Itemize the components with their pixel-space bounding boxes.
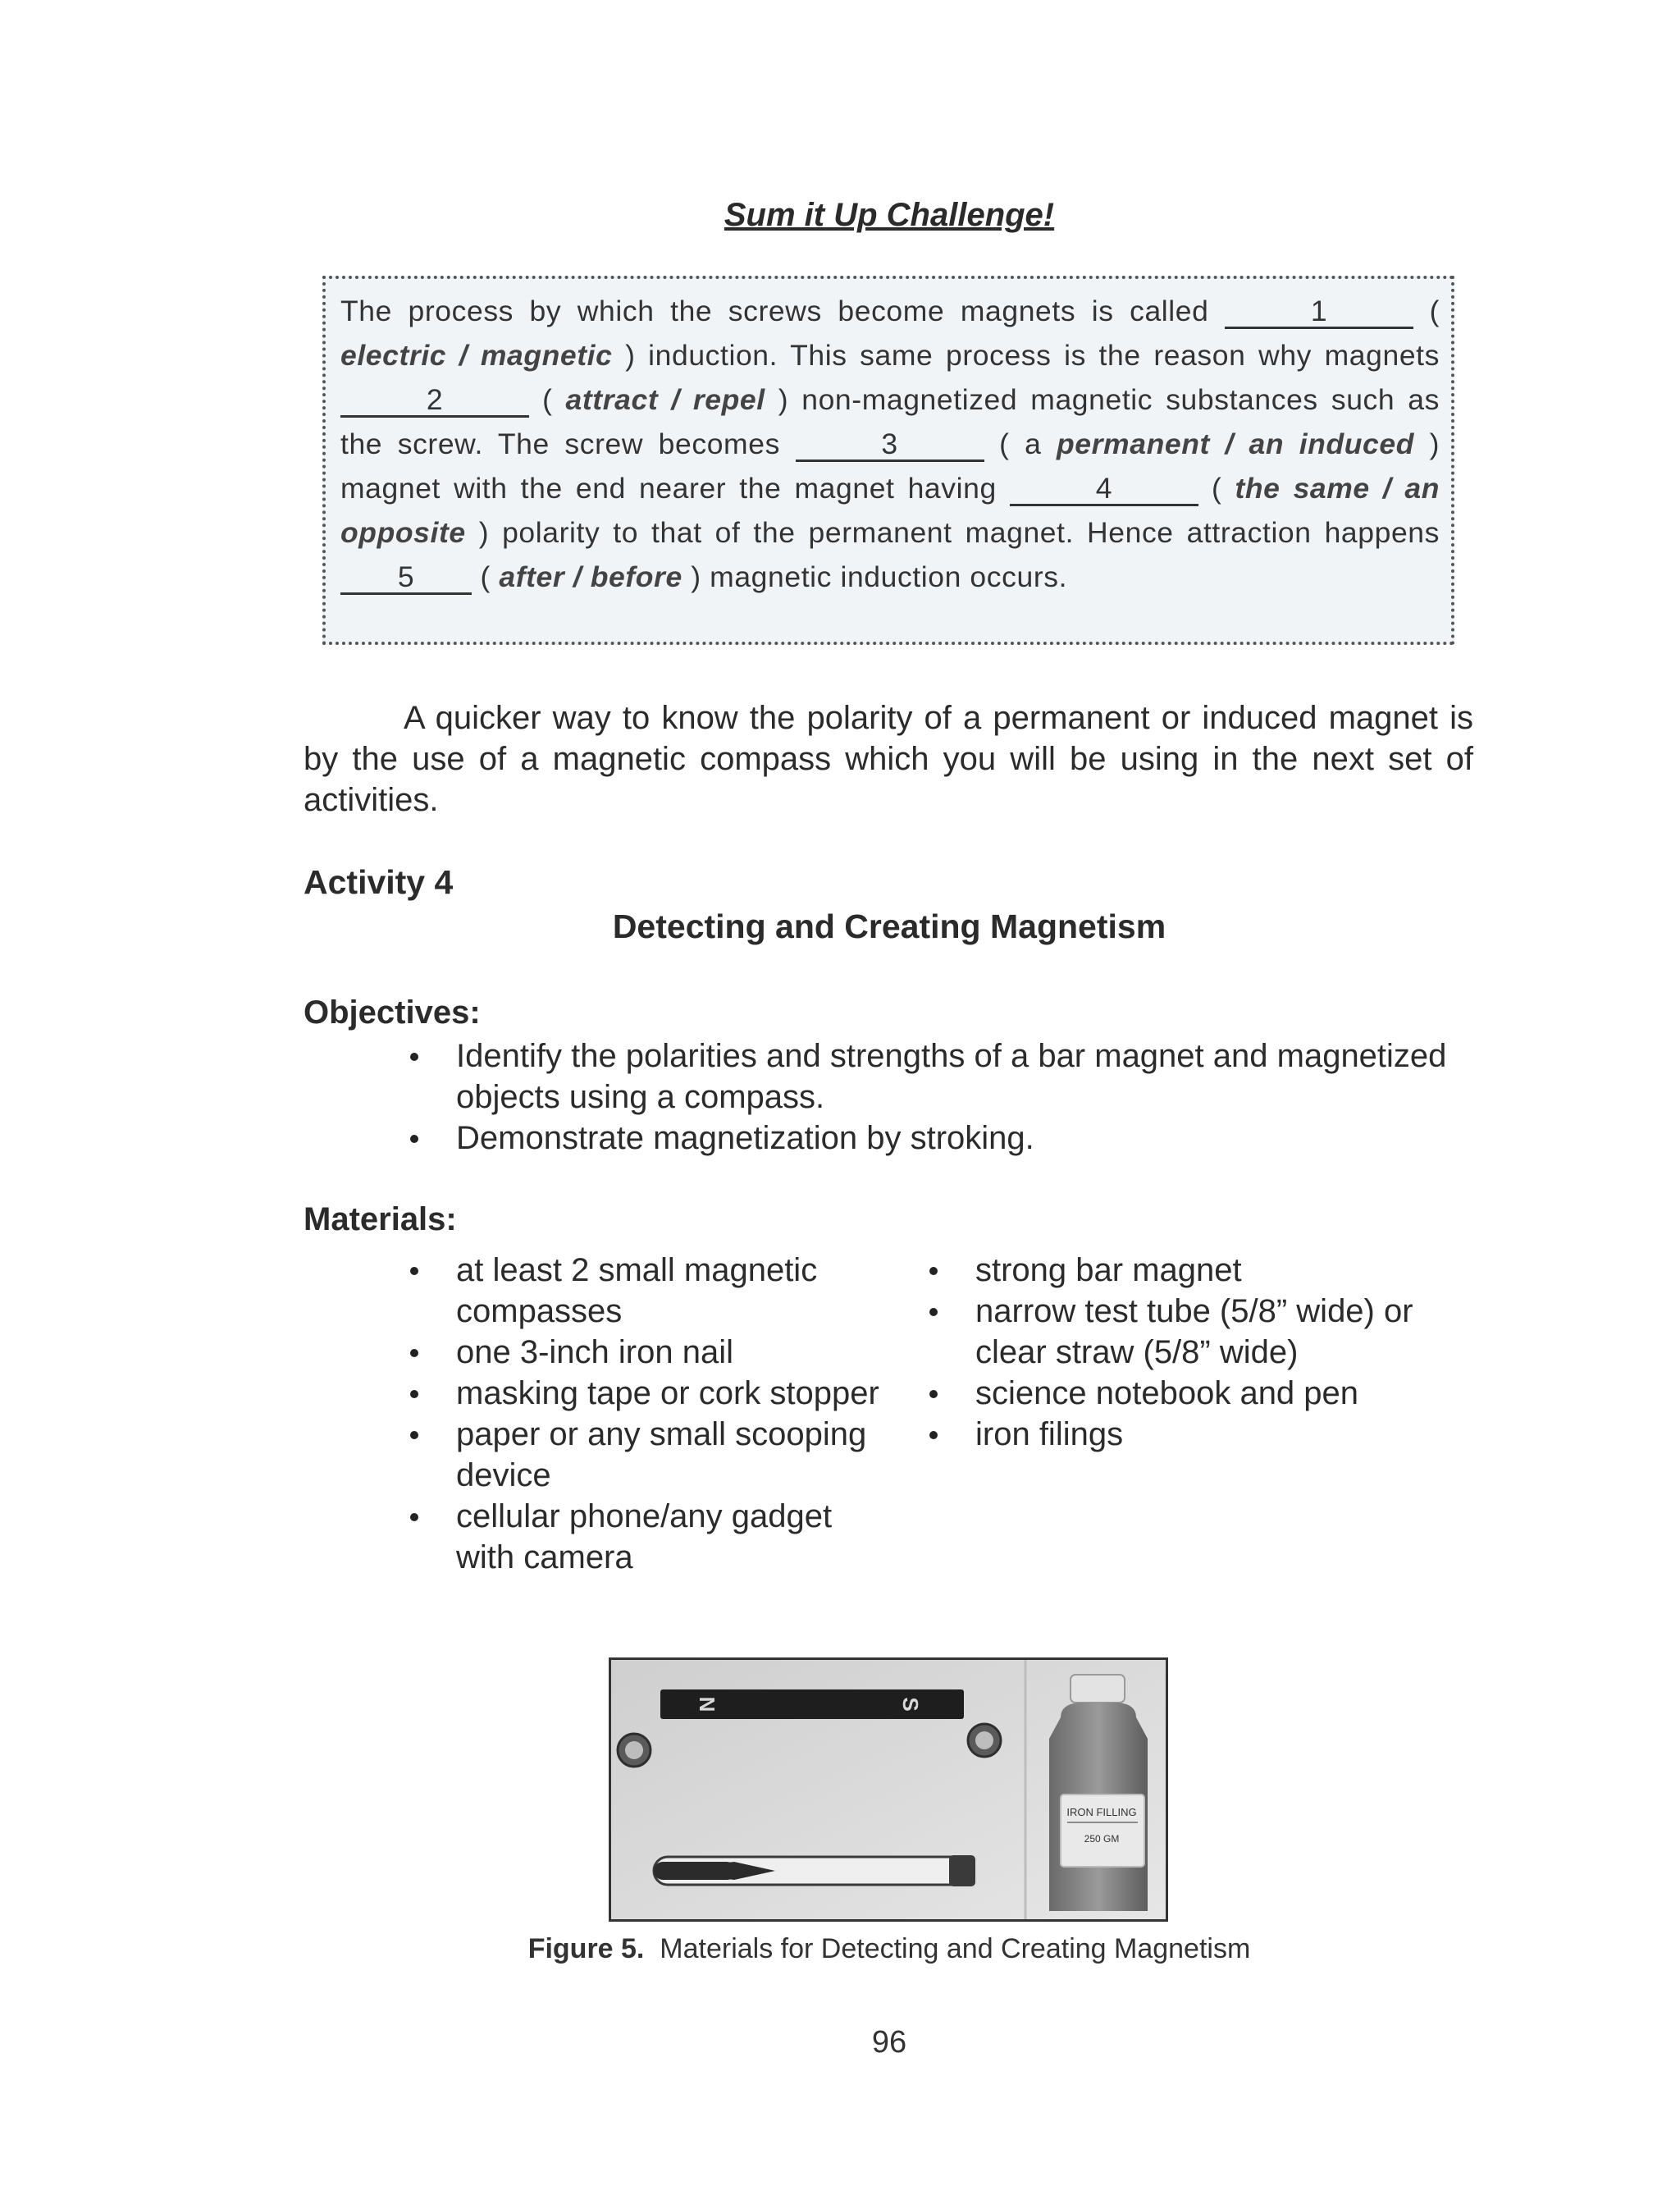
blank-5: 5	[340, 561, 472, 595]
list-item	[975, 1250, 1435, 1291]
material-text: at least 2 small magnetic compasses	[456, 1252, 818, 1329]
bullet-icon	[410, 1390, 418, 1398]
choice-2: attract / repel	[565, 383, 765, 416]
material-text: paper or any small scooping device	[456, 1416, 867, 1493]
challenge-title: Sum it Up Challenge!	[724, 197, 1055, 233]
objectives-heading: Objectives:	[304, 994, 481, 1031]
page-number: 96	[871, 2025, 907, 2060]
blank-1: 1	[1225, 295, 1413, 329]
objectives-list	[456, 1036, 1473, 1159]
paren-open-3: ( a	[999, 427, 1042, 460]
bar-magnet	[660, 1689, 964, 1719]
objective-text: Demonstrate magnetization by stroking.	[456, 1120, 1034, 1156]
bullet-icon	[410, 1053, 418, 1061]
challenge-sentence-3: ) non-magnetized magnetic substances such as the screw. The screw becomes	[340, 383, 1440, 460]
list-item	[456, 1414, 883, 1496]
choice-5: after / before	[499, 560, 682, 593]
bottle-label-line-1: IRON FILLING	[1066, 1806, 1137, 1818]
iron-filings-bottle	[1049, 1675, 1148, 1911]
bottle-label-line-2: 250 GM	[1084, 1833, 1120, 1845]
figure-caption	[0, 1933, 1680, 1965]
challenge-sentence-6: ) magnetic induction occurs.	[691, 560, 1068, 593]
material-text: narrow test tube (5/8” wide) or clear straw (5/8” wide)	[975, 1293, 1413, 1370]
paren-open-5: (	[480, 560, 491, 593]
paren-open-1: (	[1429, 295, 1440, 327]
bullet-icon	[929, 1267, 938, 1275]
material-text: masking tape or cork stopper	[456, 1375, 879, 1411]
choice-3: permanent / an induced	[1057, 427, 1414, 460]
materials-heading: Materials:	[304, 1201, 457, 1237]
bullet-icon	[410, 1349, 418, 1357]
bullet-icon	[410, 1431, 418, 1439]
compass-icon	[618, 1734, 651, 1767]
bullet-icon	[410, 1513, 418, 1521]
challenge-box	[322, 276, 1454, 645]
challenge-sentence-4: ) magnet with the end nearer the magnet having	[340, 427, 1440, 505]
magnet-n-label: N	[695, 1696, 719, 1712]
bullet-icon	[410, 1267, 418, 1275]
paren-open-4: (	[1211, 472, 1222, 505]
figure-caption-label: Figure 5.	[527, 1933, 645, 1964]
compass-icon	[968, 1724, 1001, 1757]
material-text: iron filings	[975, 1416, 1124, 1452]
bullet-icon	[929, 1431, 938, 1439]
objective-text: Identify the polarities and strengths of a bar magnet and magnetized objects using a compass.	[456, 1038, 1447, 1115]
blank-3: 3	[796, 428, 984, 462]
figure-caption-text: Materials for Detecting and Creating Magnetism	[660, 1933, 1251, 1964]
challenge-sentence-5: ) polarity to that of the permanent magnet. Hence attraction happens	[478, 516, 1440, 549]
intro-paragraph	[304, 697, 1473, 821]
bullet-icon	[410, 1135, 418, 1143]
materials-list-left	[456, 1250, 883, 1578]
list-item	[975, 1373, 1435, 1414]
list-item	[456, 1250, 883, 1332]
paren-open-2: (	[542, 383, 553, 416]
list-item	[456, 1118, 1473, 1159]
list-item	[456, 1332, 883, 1373]
list-item	[975, 1291, 1435, 1373]
choice-4: the same / an opposite	[340, 472, 1440, 549]
challenge-sentence-2: ) induction. This same process is the reason why magnets	[625, 339, 1440, 372]
blank-4: 4	[1010, 473, 1198, 506]
list-item	[456, 1373, 883, 1414]
materials-photo-illustration	[611, 1660, 1166, 1919]
list-item	[456, 1036, 1473, 1118]
activity-title: Detecting and Creating Magnetism	[612, 908, 1166, 945]
list-item	[456, 1496, 883, 1578]
choice-1: electric / magnetic	[340, 339, 613, 372]
bullet-icon	[929, 1390, 938, 1398]
materials-photo	[609, 1657, 1168, 1922]
material-text: strong bar magnet	[975, 1252, 1242, 1288]
challenge-text	[340, 289, 1440, 599]
materials-list-right	[975, 1250, 1435, 1455]
test-tube-with-nail	[654, 1855, 975, 1886]
material-text: cellular phone/any gadget with camera	[456, 1498, 833, 1575]
blank-2: 2	[340, 384, 529, 418]
magnet-s-label: S	[898, 1697, 923, 1712]
intro-paragraph-text: A quicker way to know the polarity of a permanent or induced magnet is by the use of a magnetic compass which you will be using in the next set of activities.	[304, 700, 1473, 818]
challenge-sentence-1: The process by which the screws become magnets is called	[340, 295, 1209, 327]
material-text: science notebook and pen	[975, 1375, 1359, 1411]
material-text: one 3-inch iron nail	[456, 1334, 733, 1370]
list-item	[975, 1414, 1435, 1455]
bullet-icon	[929, 1308, 938, 1316]
activity-label: Activity 4	[304, 863, 454, 901]
